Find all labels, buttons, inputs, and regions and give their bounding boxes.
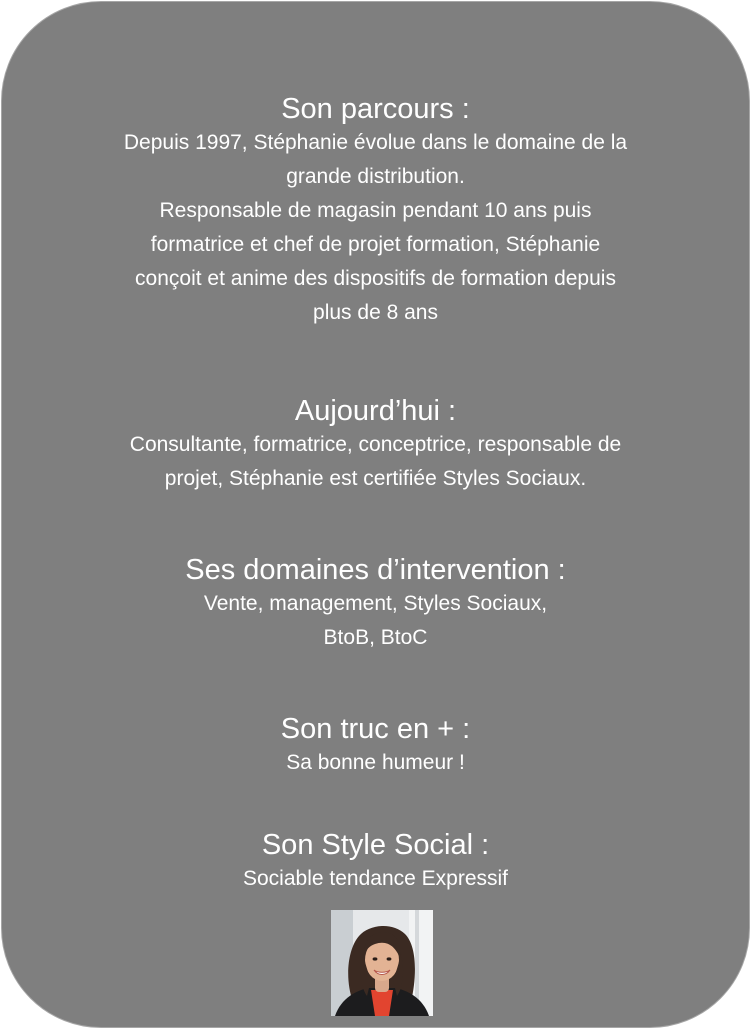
domaines-line: Vente, management, Styles Sociaux, bbox=[203, 592, 548, 615]
parcours-text bbox=[2, 126, 749, 330]
domaines-heading: Ses domaines d’intervention : bbox=[185, 554, 566, 586]
parcours-line: formatrice et chef de projet formation, Stéphanie bbox=[150, 233, 601, 256]
domaines-line: BtoB, BtoC bbox=[323, 626, 428, 649]
truc-heading: Son truc en + : bbox=[280, 713, 471, 745]
aujourdhui-heading: Aujourd’hui : bbox=[294, 395, 457, 427]
section-aujourdhui bbox=[2, 394, 749, 496]
parcours-line: Responsable de magasin pendant 10 ans puis bbox=[159, 199, 592, 222]
section-parcours bbox=[2, 92, 749, 330]
parcours-line: Depuis 1997, Stéphanie évolue dans le domaine de la bbox=[123, 131, 628, 154]
aujourdhui-text bbox=[2, 428, 749, 496]
parcours-line: conçoit et anime des dispositifs de formation depuis bbox=[135, 267, 616, 290]
section-truc bbox=[2, 712, 749, 780]
style-heading: Son Style Social : bbox=[261, 829, 490, 861]
parcours-line: plus de 8 ans bbox=[313, 301, 438, 324]
style-line: Sociable tendance Expressif bbox=[243, 867, 508, 890]
portrait-photo bbox=[331, 910, 433, 1016]
domaines-text bbox=[2, 587, 749, 655]
parcours-line: grande distribution. bbox=[286, 165, 465, 188]
aujourdhui-line: Consultante, formatrice, conceptrice, responsable de bbox=[129, 433, 622, 456]
style-text bbox=[2, 862, 749, 896]
aujourdhui-line: projet, Stéphanie est certifiée Styles Sociaux. bbox=[164, 467, 587, 490]
section-domaines bbox=[2, 553, 749, 655]
truc-text bbox=[2, 746, 749, 780]
section-style-social bbox=[2, 828, 749, 896]
parcours-heading: Son parcours : bbox=[281, 93, 470, 125]
truc-line: Sa bonne humeur ! bbox=[286, 751, 465, 774]
profile-card bbox=[1, 1, 750, 1028]
